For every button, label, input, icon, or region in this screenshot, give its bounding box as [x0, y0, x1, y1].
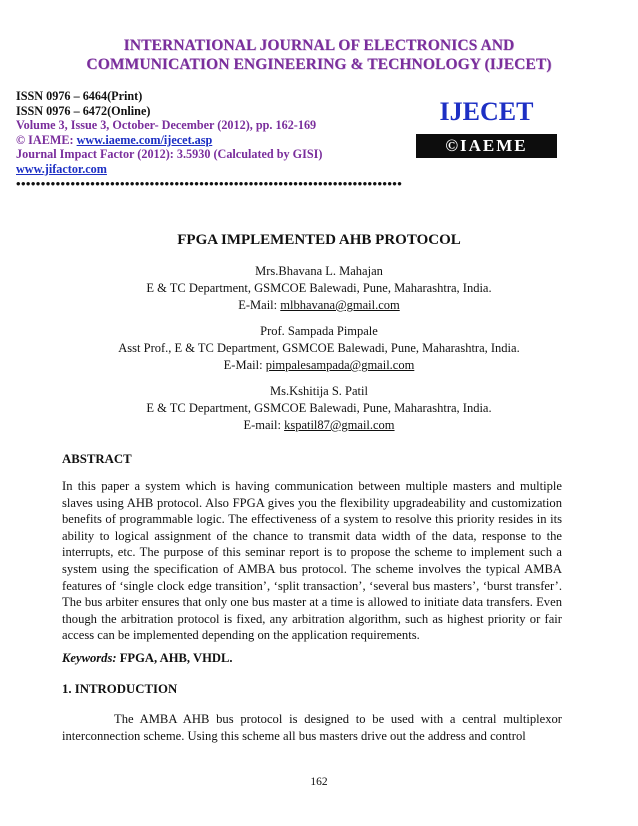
- volume-info: Volume 3, Issue 3, October- December (2012), pp. 162-169: [16, 118, 317, 132]
- intro-text: The AMBA AHB bus protocol is designed to be used with a central multiplexor interconnection scheme. Using this scheme all bus masters drive out the address and control: [62, 712, 562, 743]
- author-email-line: [0, 357, 638, 374]
- iaeme-line: [16, 133, 396, 148]
- author-email-link[interactable]: pimpalesampada@gmail.com: [265, 358, 415, 372]
- jifactor-link[interactable]: www.jifactor.com: [16, 161, 107, 176]
- impact-factor: Journal Impact Factor (2012): 3.5930 (Calculated by GISI): [16, 147, 323, 161]
- author-email-link[interactable]: mlbhavana@gmail.com: [280, 298, 400, 312]
- author-name: Ms.Kshitija S. Patil: [270, 384, 368, 398]
- email-label: E-mail:: [243, 418, 285, 432]
- email-label: E-Mail:: [238, 298, 281, 312]
- paper-title: FPGA IMPLEMENTED AHB PROTOCOL: [177, 232, 461, 248]
- issn-online: ISSN 0976 – 6472(Online): [16, 103, 151, 118]
- journal-metadata: [16, 89, 396, 176]
- abstract-heading: ABSTRACT: [62, 452, 132, 466]
- author-email-line: [0, 297, 638, 314]
- keywords-value: FPGA, AHB, VHDL.: [119, 651, 233, 665]
- abstract-text: In this paper a system which is having communication between multiple masters and multiple slaves using AHB protocol. Also FPGA gives you the flexibility upgradeability and customization benefits of programmable logic. The effectiveness of a system to resolve this priority resides in its ability to logical assignment of the chance to transmit data width of the data, response to the interrupts, etc. The purpose of this seminar report is to propose the scheme to implement such a system using the specification of AMBA bus protocol. The scheme involves the typical AMBA features of ‘single clock edge transition’, ‘split transaction’, ‘several bus masters’, ‘burst transfer’. The bus arbiter ensures that only one bus master at a time is allowed to initiate data transfers. Even though the arbitration protocol is fixed, any arbitration algorithm, such as highest priority or fair access can be implemented depending on the application requirements.: [62, 479, 562, 643]
- author-name: Mrs.Bhavana L. Mahajan: [255, 264, 383, 278]
- journal-title-line-1: INTERNATIONAL JOURNAL OF ELECTRONICS AND: [123, 37, 515, 54]
- author-affiliation: E & TC Department, GSMCOE Balewadi, Pune, Maharashtra, India.: [146, 401, 492, 415]
- intro-heading: 1. INTRODUCTION: [62, 682, 178, 696]
- separator: ••••••••••••••••••••••••••••••••••••••••••••••••••••••••••••••••••••••••••••••: [16, 178, 403, 190]
- issn-print: ISSN 0976 – 6464(Print): [16, 89, 143, 103]
- logo-text: IJECET: [439, 97, 534, 126]
- keywords-label: Keywords:: [62, 651, 117, 665]
- author-name: Prof. Sampada Pimpale: [260, 324, 378, 338]
- email-label: E-Mail:: [223, 358, 266, 372]
- iaeme-prefix: © IAEME:: [16, 132, 77, 147]
- author-affiliation: Asst Prof., E & TC Department, GSMCOE Balewadi, Pune, Maharashtra, India.: [118, 341, 520, 355]
- author-affiliation: E & TC Department, GSMCOE Balewadi, Pune, Maharashtra, India.: [146, 281, 492, 295]
- journal-title-line-2: COMMUNICATION ENGINEERING & TECHNOLOGY (IJECET): [86, 56, 552, 73]
- journal-title: [0, 36, 638, 74]
- author-email-line: [0, 417, 638, 434]
- iaeme-link[interactable]: www.iaeme.com/ijecet.asp: [76, 132, 213, 147]
- logo-sub: ©IAEME: [416, 134, 557, 158]
- keywords-line: [62, 650, 562, 667]
- page-number: 162: [310, 776, 328, 788]
- author-email-link[interactable]: kspatil87@gmail.com: [284, 418, 395, 432]
